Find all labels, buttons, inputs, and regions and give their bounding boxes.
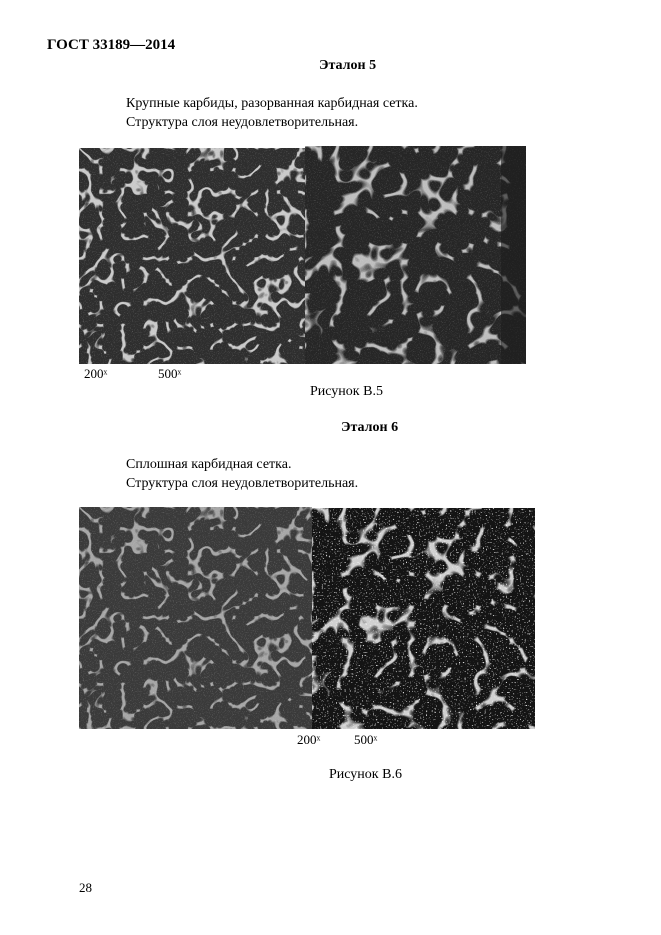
etalon-6-magnification-200: 200ˣ: [297, 732, 321, 747]
etalon-5-title: Эталон 5: [319, 58, 377, 73]
figure-caption-b5: Рисунок В.5: [310, 384, 383, 399]
micrograph-etalon-5-500x: [305, 146, 526, 364]
etalon-5-line-1: Крупные карбиды, разорванная карбидная сетка.: [126, 96, 418, 111]
micrograph-etalon-6-200x: [79, 507, 312, 729]
etalon-5-magnification-200: 200ˣ: [84, 366, 108, 381]
micrograph-etalon-5-200x: [79, 148, 305, 364]
etalon-6-line-1: Сплошная карбидная сетка.: [126, 457, 292, 472]
micrograph-etalon-6-500x: [312, 508, 535, 729]
etalon-5-line-2: Структура слоя неудовлетворительная.: [126, 115, 359, 130]
etalon-5-description: [126, 94, 418, 132]
etalon-6-line-2: Структура слоя неудовлетворительная.: [126, 476, 359, 491]
document-header: ГОСТ 33189—2014: [47, 37, 176, 53]
etalon-5-magnification-500: 500ˣ: [158, 366, 182, 381]
etalon-6-magnification-500: 500ˣ: [354, 732, 378, 747]
etalon-6-title: Эталон 6: [341, 420, 399, 435]
page-number: 28: [79, 880, 92, 895]
figure-caption-b6: Рисунок В.6: [329, 767, 402, 782]
etalon-6-description: [126, 455, 358, 493]
